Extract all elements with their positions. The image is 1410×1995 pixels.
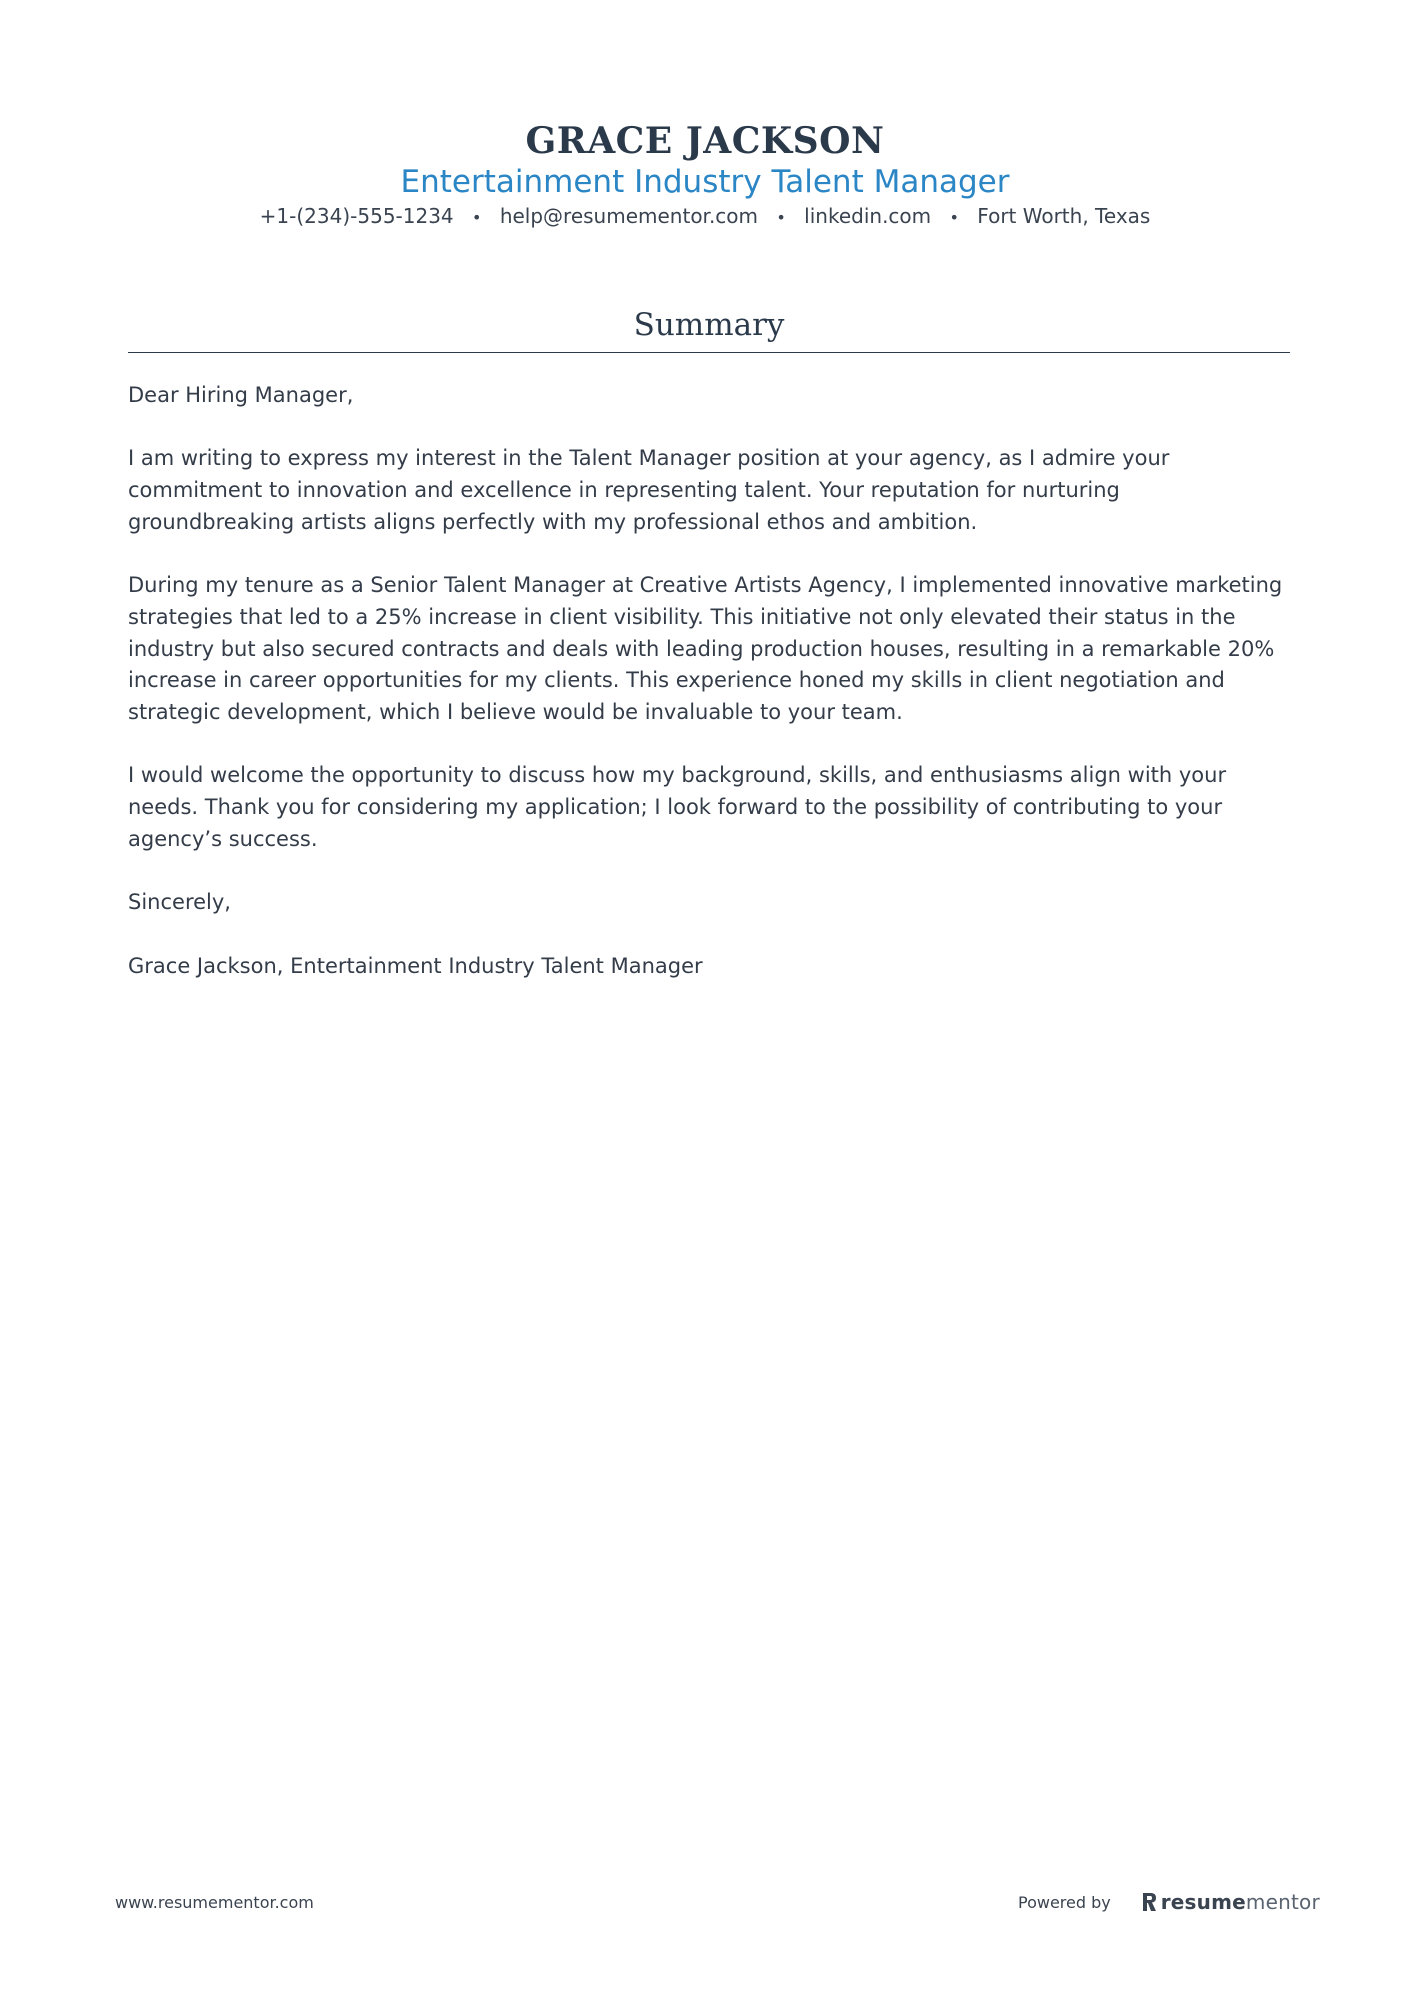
- contact-phone: +1-(234)-555-1234: [259, 204, 454, 228]
- resumementor-logo-icon: [1141, 1892, 1157, 1912]
- contact-separator: •: [949, 208, 959, 227]
- contact-location: Fort Worth, Texas: [977, 204, 1151, 228]
- brand-logo[interactable]: [1141, 1890, 1320, 1914]
- footer-website[interactable]: www.resumementor.com: [115, 1893, 314, 1912]
- brand-name-part2: mentor: [1245, 1890, 1320, 1914]
- letter-signature: Grace Jackson, Entertainment Industry Talent Manager: [128, 953, 703, 978]
- contact-separator: •: [472, 208, 482, 227]
- contact-line: [0, 202, 1410, 232]
- contact-website[interactable]: linkedin.com: [804, 204, 932, 228]
- section-divider: [128, 352, 1290, 353]
- letter-greeting: Dear Hiring Manager,: [128, 383, 354, 407]
- brand-name-part1: resume: [1160, 1890, 1246, 1914]
- letter-paragraph: I am writing to express my interest in the Talent Manager position at your agency, as I admire your commitment to innovation and excellence in representing talent. Your reputation for nurturing groundbreaking artists aligns perfectly with my professional ethos and ambition.: [128, 446, 1170, 534]
- letter-paragraph: During my tenure as a Senior Talent Manager at Creative Artists Agency, I implemented innovative marketing strategies that led to a 25% increase in client visibility. This initiative not only elevated their status in the industry but also secured contracts and deals with leading production houses, resulting in a remarkable 20% increase in career opportunities for my clients. This experience honed my skills in client negotiation and strategic development, which I believe would be invaluable to your team.: [128, 573, 1283, 724]
- letter-closing: Sincerely,: [128, 890, 231, 915]
- candidate-title: Entertainment Industry Talent Manager: [400, 164, 1010, 200]
- contact-separator: •: [776, 208, 786, 227]
- candidate-name: GRACE JACKSON: [525, 120, 885, 162]
- letter-paragraph: I would welcome the opportunity to discuss how my background, skills, and enthusiasms align with your needs. Thank you for considering my application; I look forward to the possibility of contributing to your agency’s success.: [128, 763, 1227, 851]
- letter-body: [128, 380, 1290, 1014]
- footer-powered-by: [1018, 1890, 1320, 1914]
- powered-by-label: Powered by: [1018, 1892, 1111, 1912]
- section-title: Summary: [633, 307, 785, 343]
- contact-email[interactable]: help@resumementor.com: [499, 204, 759, 228]
- letter-header: [0, 118, 1410, 232]
